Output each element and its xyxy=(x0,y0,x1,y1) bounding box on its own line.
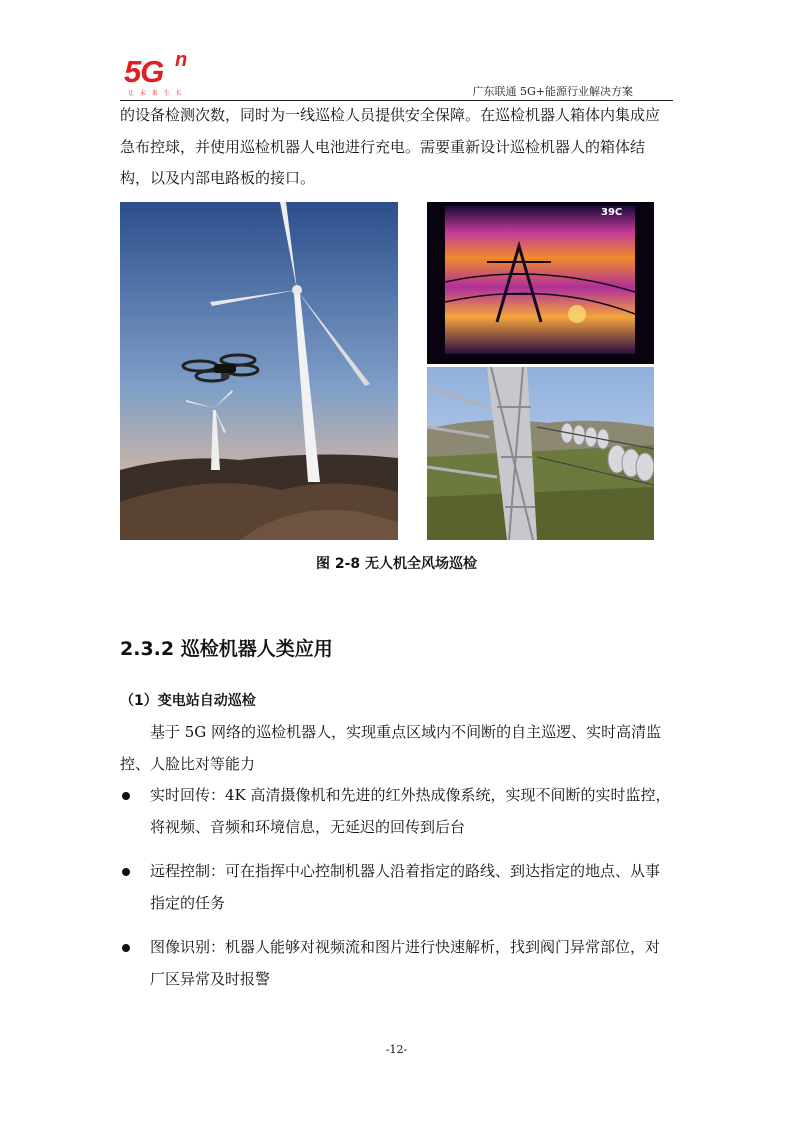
page-number: -12- xyxy=(385,1043,408,1056)
intro-paragraph: 的设备检测次数，同时为一线巡检人员提供安全保障。在巡检机器人箱体内集成应急布控球，并使用巡检机器人电池进行充电。需要重新设计巡检机器人的箱体结构，以及内部电路板的接口。 xyxy=(120,106,661,187)
section-heading: 2.3.2 巡检机器人类应用 xyxy=(120,638,333,660)
logo-tagline: 让 未 来 生 长 xyxy=(128,90,184,97)
list-item xyxy=(120,932,673,995)
header-title: 广东联通 5G+能源行业解决方案 xyxy=(472,85,633,98)
bullet-icon xyxy=(122,868,130,876)
list-item-text: 图像识别：机器人能够对视频流和图片进行快速解析，找到阀门异常部位，对厂区异常及时报警 xyxy=(150,938,661,988)
thermal-temp-label: 39C xyxy=(601,207,623,218)
logo-superscript: n xyxy=(175,49,188,71)
logo-5g-text: 5G xyxy=(124,54,164,89)
wind-turbine-drone-photo xyxy=(120,202,398,540)
list-item xyxy=(120,780,673,843)
list-item-text: 实时回传：4K 高清摄像机和先进的红外热成像系统，实现不间断的实时监控，将视频、音频和环境信息，无延迟的回传到后台 xyxy=(150,786,671,836)
bullet-icon xyxy=(122,792,130,800)
thermal-image-photo xyxy=(427,202,654,364)
brand-logo xyxy=(122,49,202,100)
figure-caption: 图 2-8 无人机全风场巡检 xyxy=(315,556,478,572)
transmission-insulator-photo xyxy=(427,367,654,540)
subsection-heading: （1）变电站自动巡检 xyxy=(120,693,256,709)
list-item-text: 远程控制：可在指挥中心控制机器人沿着指定的路线、到达指定的地点、从事指定的任务 xyxy=(150,862,661,912)
bullet-icon xyxy=(122,944,130,952)
list-item xyxy=(120,856,673,919)
section-paragraph: 基于 5G 网络的巡检机器人，实现重点区域内不间断的自主巡逻、实时高清监控、人脸比对等能力 xyxy=(120,723,662,773)
